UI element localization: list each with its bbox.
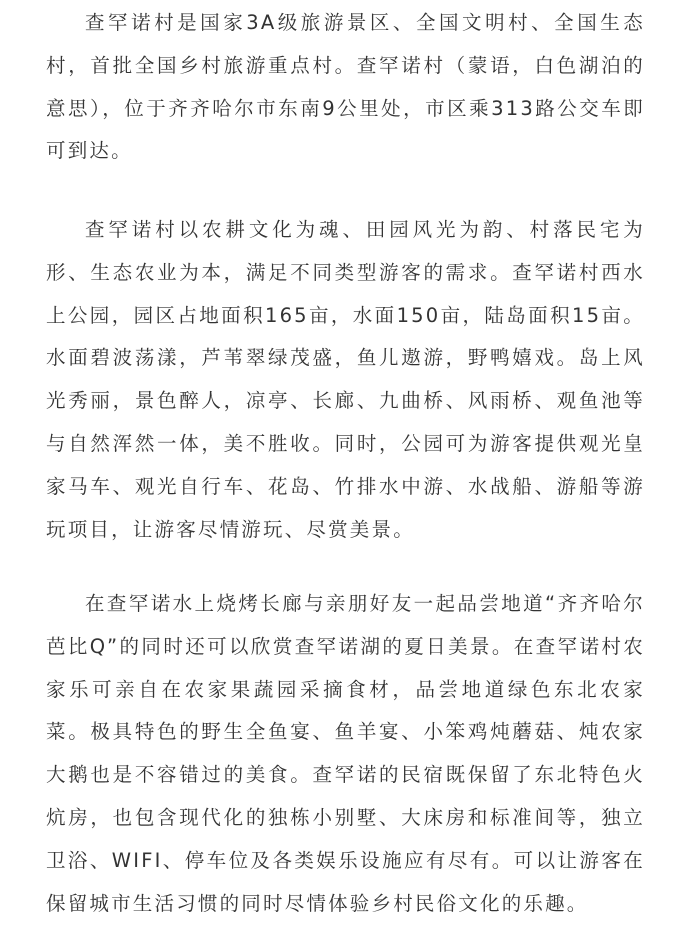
paragraph-water-park: 查罕诺村以农耕文化为魂、田园风光为韵、村落民宅为形、生态农业为本，满足不同类型游客的需求。查罕诺村西水上公园，园区占地面积165亩，水面150亩，陆岛面积15亩。水面碧波荡漾，芦苇翠绿茂盛，鱼儿遨游，野鸭嬉戏。岛上风光秀丽，景色醉人，凉亭、长廊、九曲桥、风雨桥、观鱼池等与自然浑然一体，美不胜收。同时，公园可为游客提供观光皇家马车、观光自行车、花岛、竹排水中游、水战船、游船等游玩项目，让游客尽情游玩、尽赏美景。 [46,218,645,541]
paragraph-village-intro: 查罕诺村是国家3A级旅游景区、全国文明村、全国生态村，首批全国乡村旅游重点村。查罕诺村（蒙语，白色湖泊的意思），位于齐齐哈尔市东南9公里处，市区乘313路公交车即可到达。 [46,11,645,163]
paragraph-food-lodging: 在查罕诺水上烧烤长廊与亲朋好友一起品尝地道“齐齐哈尔芭比Q”的同时还可以欣赏查罕诺湖的夏日美景。在查罕诺村农家乐可亲自在农家果蔬园采摘食材，品尝地道绿色东北农家菜。极具特色的野生全鱼宴、鱼羊宴、小笨鸡炖蘑菇、炖农家大鹅也是不容错过的美食。查罕诺的民宿既保留了东北特色火炕房，也包含现代化的独栋小别墅、大床房和标准间等，独立卫浴、WIFI、停车位及各类娱乐设施应有尽有。可以让游客在保留城市生活习惯的同时尽情体验乡村民俗文化的乐趣。 [46,592,645,915]
